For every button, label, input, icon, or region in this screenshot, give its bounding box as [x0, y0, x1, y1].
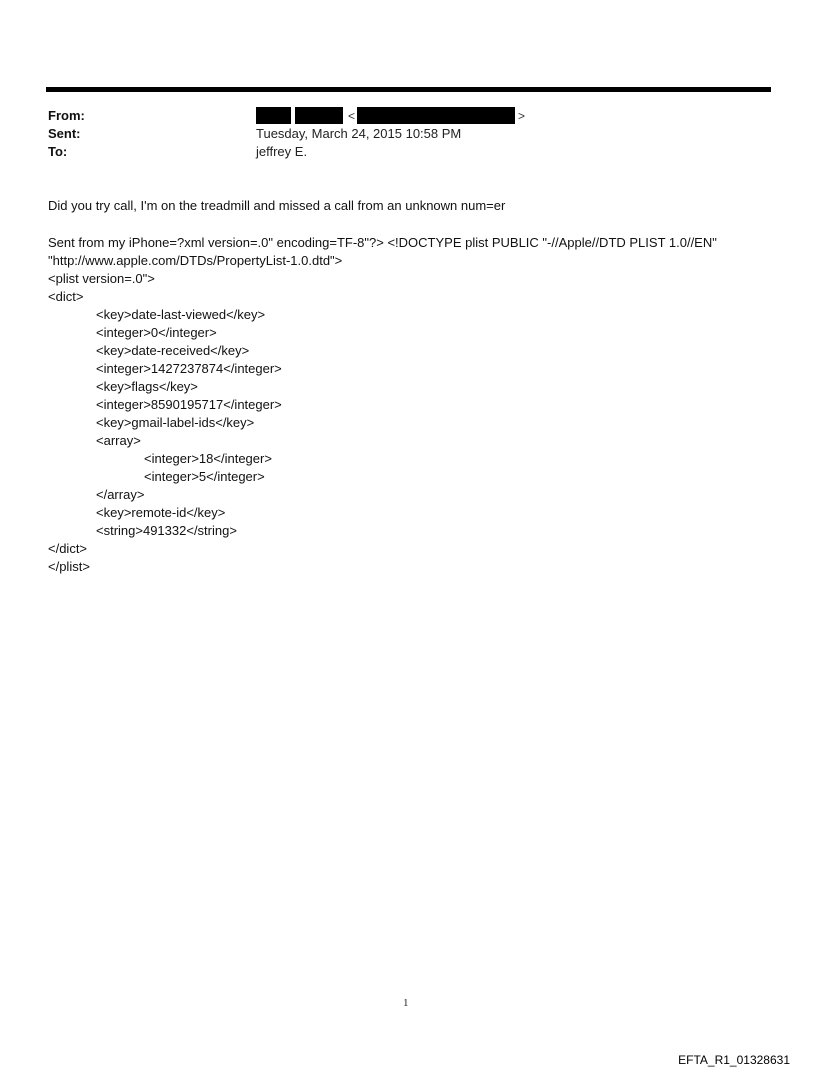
- to-label: To:: [48, 144, 68, 159]
- plist-line: <key>remote-id</key>: [96, 505, 226, 520]
- header-divider: [46, 87, 771, 92]
- plist-line: <plist version=.0">: [48, 271, 155, 286]
- plist-line: <integer>18</integer>: [144, 451, 272, 466]
- plist-line: <key>flags</key>: [96, 379, 198, 394]
- from-email-open-bracket: <: [348, 109, 356, 123]
- plist-line: <key>date-received</key>: [96, 343, 250, 358]
- plist-line: <integer>1427237874</integer>: [96, 361, 282, 376]
- plist-line: <array>: [96, 433, 141, 448]
- plist-line: <integer>8590195717</integer>: [96, 397, 282, 412]
- document-id: EFTA_R1_01328631: [678, 1053, 790, 1067]
- to-value: jeffrey E.: [256, 144, 308, 159]
- plist-line: <key>date-last-viewed</key>: [96, 307, 266, 322]
- plist-line: <dict>: [48, 289, 84, 304]
- plist-line: </dict>: [48, 541, 88, 556]
- sent-value: Tuesday, March 24, 2015 10:58 PM: [256, 126, 462, 141]
- plist-line: <string>491332</string>: [96, 523, 237, 538]
- signature-line-1: Sent from my iPhone=?xml version=.0" encoding=TF-8"?> <!DOCTYPE plist PUBLIC "-//Apple//DTD PLIST 1.0//EN": [48, 235, 717, 250]
- message-text: Did you try call, I'm on the treadmill and missed a call from an unknown num=er: [48, 198, 506, 213]
- signature-line-2: "http://www.apple.com/DTDs/PropertyList-1.0.dtd">: [48, 253, 343, 268]
- plist-line: </array>: [96, 487, 145, 502]
- plist-line: <key>gmail-label-ids</key>: [96, 415, 255, 430]
- from-label: From:: [48, 108, 85, 123]
- sent-label: Sent:: [48, 126, 81, 141]
- plist-line: </plist>: [48, 559, 90, 574]
- redaction-from-first-name: [256, 107, 291, 124]
- from-email-close-bracket: >: [518, 109, 526, 123]
- redaction-from-last-name: [295, 107, 343, 124]
- page-number: 1: [403, 997, 409, 1009]
- plist-line: <integer>5</integer>: [144, 469, 265, 484]
- plist-line: <integer>0</integer>: [96, 325, 217, 340]
- redaction-from-email: [357, 107, 515, 124]
